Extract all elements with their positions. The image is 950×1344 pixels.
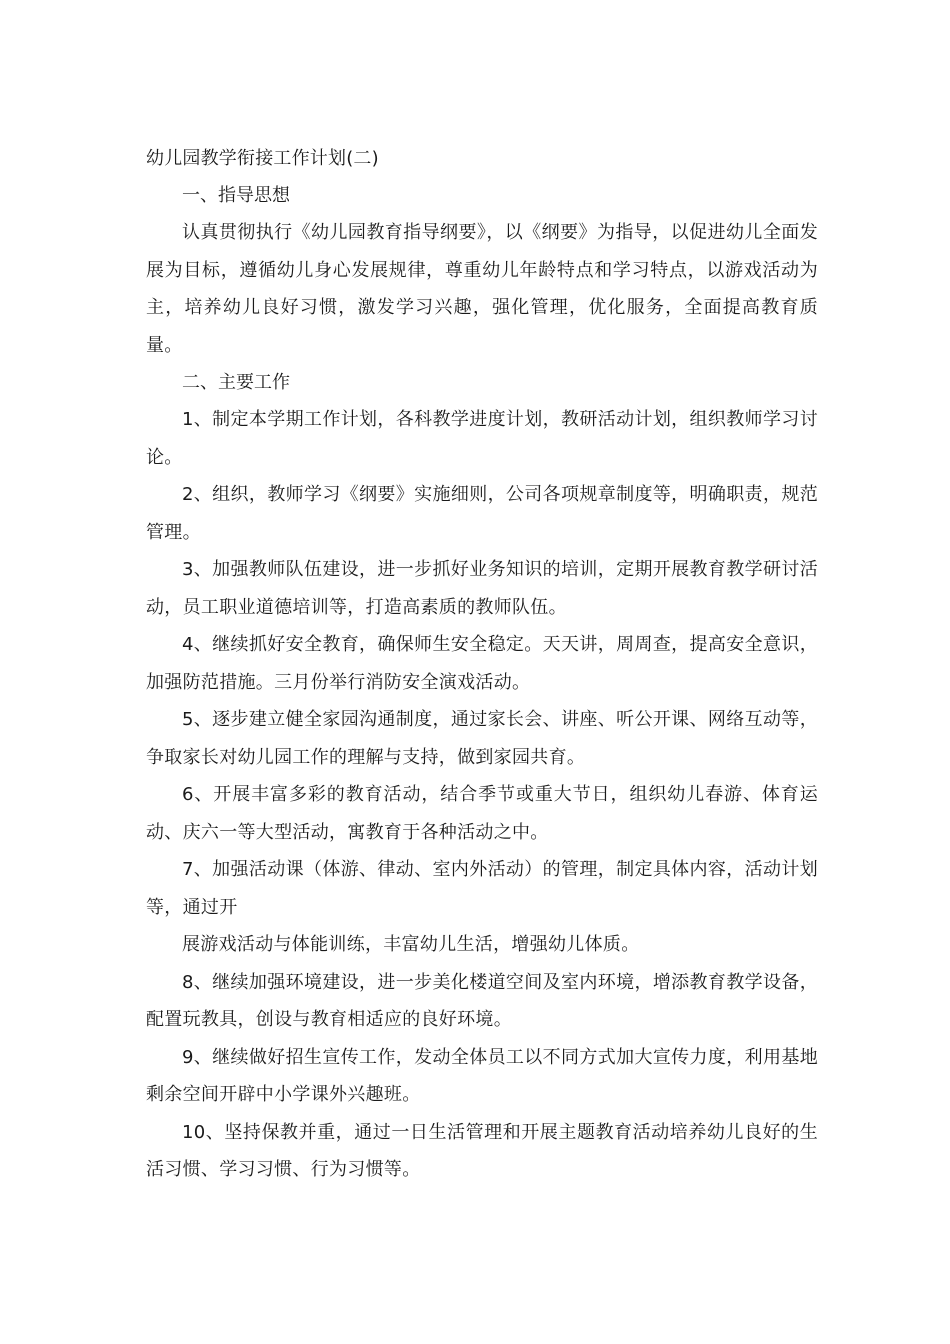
work-item-7-continued: 展游戏活动与体能训练，丰富幼儿生活，增强幼儿体质。 — [182, 934, 640, 955]
document-title: 幼儿园教学衔接工作计划(二) — [146, 148, 379, 169]
work-item-4: 4、继续抓好安全教育，确保师生安全稳定。天天讲，周周查，提高安全意识，加强防范措施。三月份举行消防安全演戏活动。 — [146, 634, 818, 693]
section-heading-main-work: 二、主要工作 — [182, 372, 290, 393]
section-heading-guiding-ideology: 一、指导思想 — [182, 185, 290, 206]
work-item-5: 5、逐步建立健全家园沟通制度，通过家长会、讲座、听公开课、网络互动等，争取家长对幼儿园工作的理解与支持，做到家园共育。 — [146, 709, 818, 768]
work-item-2: 2、组织，教师学习《纲要》实施细则，公司各项规章制度等，明确职责，规范管理。 — [146, 484, 818, 543]
paragraph-guiding-ideology: 认真贯彻执行《幼儿园教育指导纲要》，以《纲要》为指导，以促进幼儿全面发展为目标，遵循幼儿身心发展规律，尊重幼儿年龄特点和学习特点，以游戏活动为主，培养幼儿良好习惯，激发学习兴趣，强化管理，优化服务，全面提高教育质量。 — [146, 222, 818, 356]
work-item-8: 8、继续加强环境建设，进一步美化楼道空间及室内环境，增添教育教学设备，配置玩教具，创设与教育相适应的良好环境。 — [146, 971, 818, 1030]
work-item-3: 3、加强教师队伍建设，进一步抓好业务知识的培训，定期开展教育教学研讨活动，员工职业道德培训等，打造高素质的教师队伍。 — [146, 559, 818, 618]
work-item-10: 10、坚持保教并重，通过一日生活管理和开展主题教育活动培养幼儿良好的生活习惯、学习习惯、行为习惯等。 — [146, 1121, 818, 1180]
work-item-9: 9、继续做好招生宣传工作，发动全体员工以不同方式加大宣传力度，利用基地剩余空间开辟中小学课外兴趣班。 — [146, 1046, 818, 1105]
document-body — [146, 140, 818, 1189]
work-item-7: 7、加强活动课（体游、律动、室内外活动）的管理，制定具体内容，活动计划等，通过开 — [146, 859, 818, 918]
work-item-1: 1、制定本学期工作计划，各科教学进度计划，教研活动计划，组织教师学习讨论。 — [146, 409, 818, 468]
work-item-6: 6、开展丰富多彩的教育活动，结合季节或重大节日，组织幼儿春游、体育运动、庆六一等大型活动，寓教育于各种活动之中。 — [146, 784, 818, 843]
